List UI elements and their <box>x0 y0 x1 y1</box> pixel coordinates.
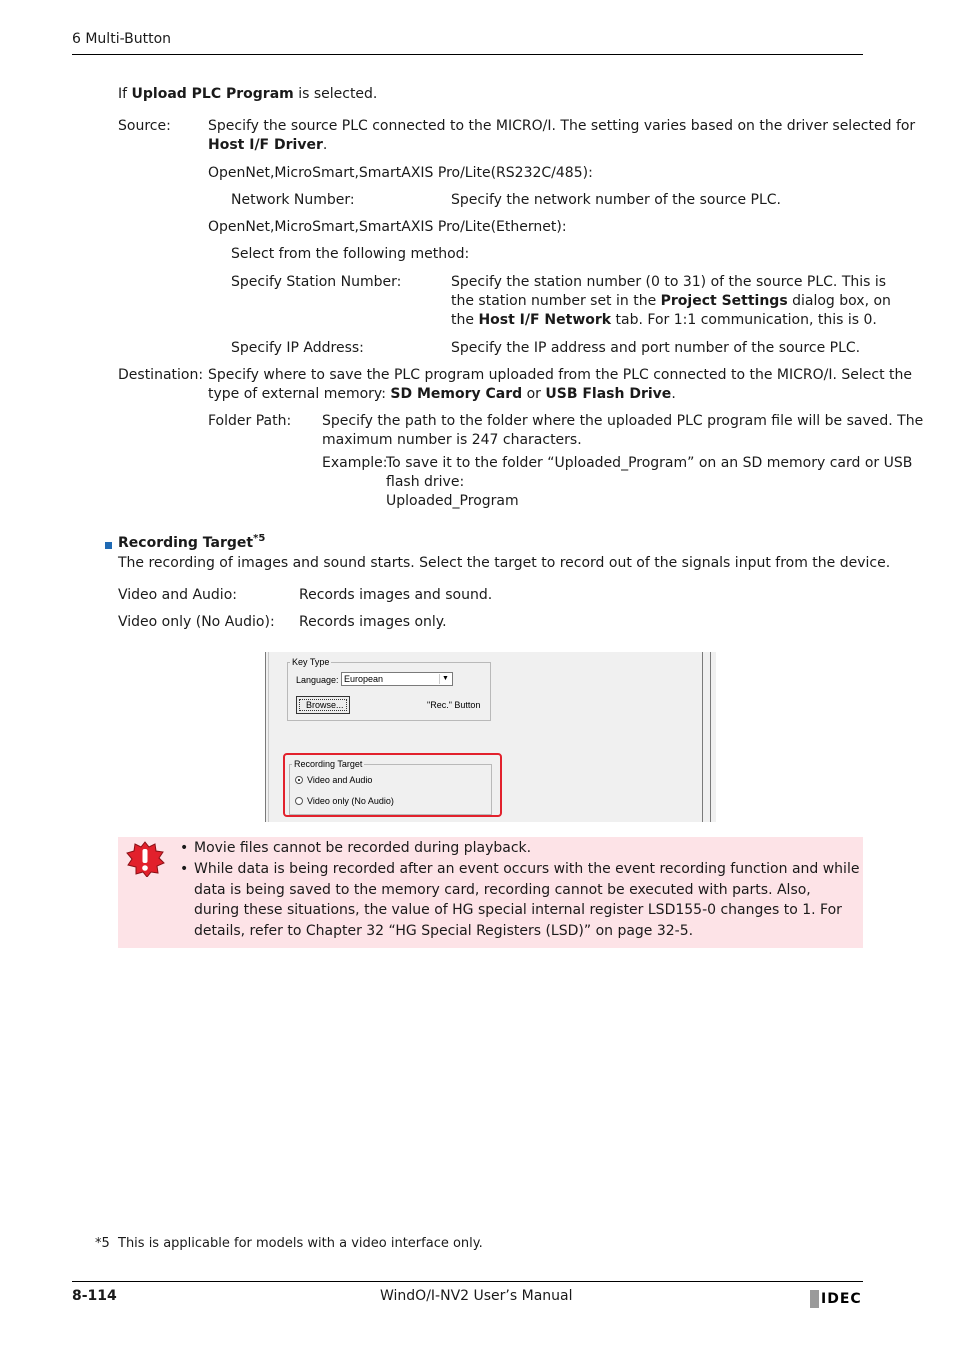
footnote-text: This is applicable for models with a video interface only. <box>118 1236 483 1251</box>
caution-text-2: While data is being recorded after an event occurs with the event recording function and while data is being saved to the memory card, recording cannot be executed with parts. Also, during these situations, the value of HG special internal register LSD155-0 changes to 1. For details, refer to Chapter 32 “HG Special Registers (LSD)” on page 32-5. <box>194 861 860 940</box>
station-number-desc-1: Specify the station number (0 to 31) of the source PLC. This is <box>451 274 887 290</box>
dialog-left-edge-2 <box>268 652 269 822</box>
option-video-audio-label: Video and Audio: <box>118 587 237 603</box>
dialog-right-edge-2 <box>710 652 711 822</box>
highlight-frame <box>283 753 502 817</box>
option-video-only-desc: Records images only. <box>299 614 447 630</box>
idec-logo-text: IDEC <box>821 1291 862 1307</box>
recording-target-title: Recording Target$^{*5}$ <box>118 533 266 551</box>
folder-path-desc-2: maximum number is 247 characters. <box>322 432 582 448</box>
station-number-desc-3: the Host I/F Network tab. For 1:1 communication, this is 0. <box>451 312 877 328</box>
footnote-mark: *5 <box>95 1236 110 1251</box>
recording-target-desc: The recording of images and sound starts. Select the target to record out of the signals input from the device. <box>118 555 891 571</box>
caution-bullet-2: • <box>180 861 189 877</box>
language-select[interactable] <box>341 672 453 686</box>
station-number-label: Specify Station Number: <box>231 274 402 290</box>
caution-text-1: Movie files cannot be recorded during playback. <box>194 840 532 856</box>
option-video-only-label: Video only (No Audio): <box>118 614 275 630</box>
intro-line: If Upload PLC Program is selected. <box>118 86 378 102</box>
source-label: Source: <box>118 118 171 134</box>
language-select-value: European <box>344 674 384 684</box>
footer-rule <box>72 1281 863 1282</box>
radio-video-only-label: Video only (No Audio) <box>307 796 394 806</box>
destination-desc-1: Specify where to save the PLC program uploaded from the PLC connected to the MICRO/I. Select the <box>208 367 913 383</box>
chapter-header: 6 Multi-Button <box>72 31 172 47</box>
destination-desc-2: type of external memory: SD Memory Card or USB Flash Drive. <box>208 386 676 402</box>
caution-icon <box>125 841 165 877</box>
recording-target-group-label: Recording Target <box>294 759 363 769</box>
idec-logo <box>810 1290 863 1308</box>
header-rule <box>72 54 863 55</box>
idec-logo-bar <box>810 1290 819 1308</box>
network-number-label: Network Number: <box>231 192 355 208</box>
dialog-screenshot <box>265 652 716 822</box>
caution-icon-bar <box>143 849 148 863</box>
chevron-down-icon[interactable]: ▼ <box>439 674 451 684</box>
network-number-desc: Specify the network number of the source PLC. <box>451 192 781 208</box>
example-desc-1: To save it to the folder “Uploaded_Program” on an SD memory card or USB <box>386 455 913 471</box>
rec-button-label: "Rec." Button <box>427 700 481 710</box>
example-label: Example: <box>322 455 388 471</box>
folder-path-label: Folder Path: <box>208 413 292 429</box>
caution-icon-dot <box>142 865 148 871</box>
section-bullet-icon <box>105 542 112 549</box>
source-desc: Specify the source PLC connected to the MICRO/I. The setting varies based on the driver selected for <box>208 118 916 134</box>
browse-button[interactable] <box>296 696 350 714</box>
caution-bullet-1: • <box>180 840 189 856</box>
radio-video-and-audio-label: Video and Audio <box>307 775 373 785</box>
serial-heading: OpenNet,MicroSmart,SmartAXIS Pro/Lite(RS232C/485): <box>208 165 593 181</box>
ethernet-heading: OpenNet,MicroSmart,SmartAXIS Pro/Lite(Ethernet): <box>208 219 567 235</box>
browse-button-label: Browse... <box>306 700 344 710</box>
manual-title: WindO/I-NV2 User’s Manual <box>380 1288 573 1304</box>
destination-label: Destination: <box>118 367 204 383</box>
example-folder-name: Uploaded_Program <box>386 493 519 509</box>
ip-address-desc: Specify the IP address and port number of the source PLC. <box>451 340 861 356</box>
language-label: Language: <box>296 675 339 685</box>
ip-address-label: Specify IP Address: <box>231 340 364 356</box>
key-type-group-label: Key Type <box>292 657 330 667</box>
source-desc-cont: Host I/F Driver. <box>208 137 328 153</box>
option-video-audio-desc: Records images and sound. <box>299 587 493 603</box>
caution-box <box>118 837 863 948</box>
station-number-desc-2: the station number set in the Project Settings dialog box, on <box>451 293 891 309</box>
dialog-left-edge <box>265 652 266 822</box>
folder-path-desc-1: Specify the path to the folder where the uploaded PLC program file will be saved. The <box>322 413 924 429</box>
page-number: 8-114 <box>72 1288 117 1304</box>
dialog-right-edge <box>702 652 703 822</box>
example-desc-2: flash drive: <box>386 474 465 490</box>
method-text: Select from the following method: <box>231 246 470 262</box>
